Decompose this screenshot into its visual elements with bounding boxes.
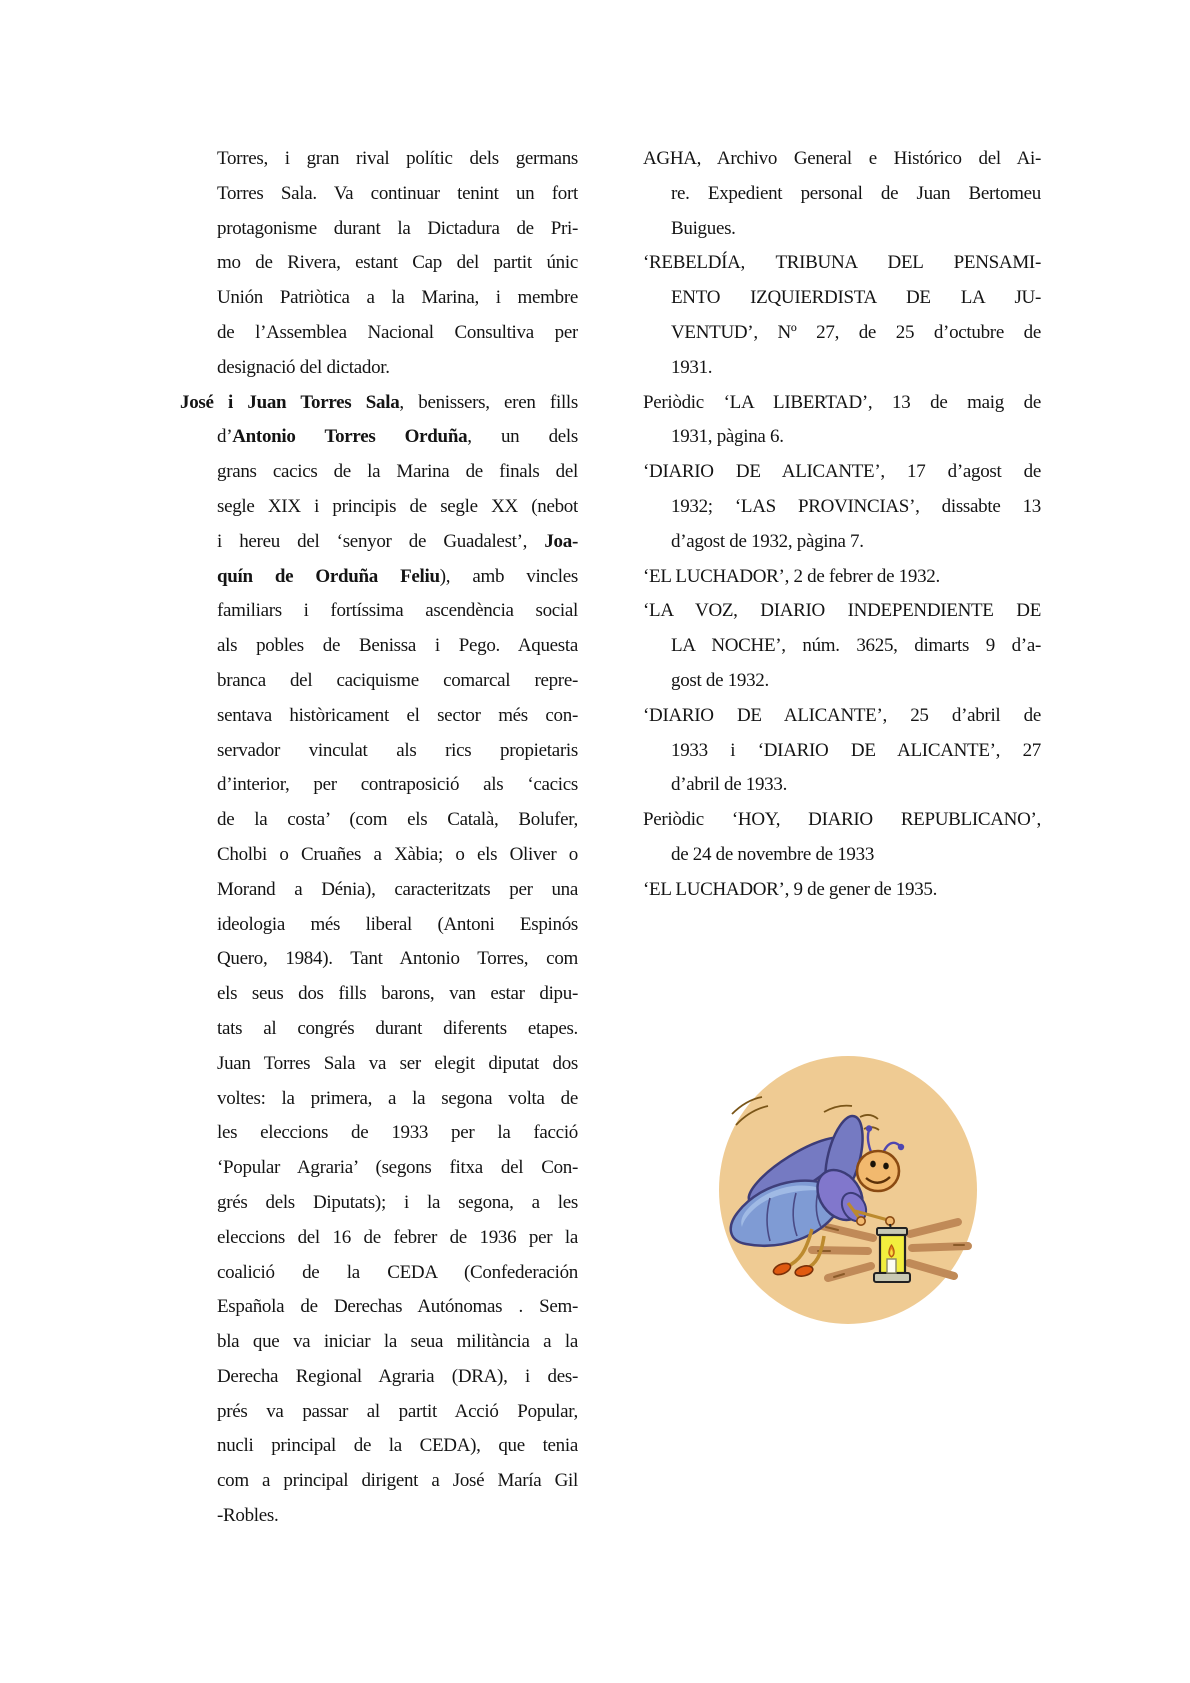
text-line: les eleccions de 1933 per la facció: [217, 1122, 578, 1144]
text-line: servador vinculat als rics propietaris: [217, 739, 578, 761]
text-line: voltes: la primera, a la segona volta de: [217, 1087, 578, 1109]
text-line: eleccions del 16 de febrer de 1936 per la: [217, 1226, 578, 1248]
bibliography-line: d’agost de 1932, pàgina 7.: [671, 530, 864, 552]
text-line: branca del caciquisme comarcal repre-: [217, 669, 578, 691]
text-line: nucli principal de la CEDA), que tenia: [217, 1435, 578, 1457]
bibliography-entry-agha: [643, 142, 1041, 246]
bibliography-line: Periòdic ‘LA LIBERTAD’, 13 de maig de: [643, 391, 1041, 413]
bibliography-line: ENTO IZQUIERDISTA DE LA JU-: [671, 287, 1041, 309]
text-line: ideologia més liberal (Antoni Espinós: [217, 913, 578, 935]
bibliography-line: AGHA, Archivo General e Histórico del Ai-: [643, 148, 1041, 169]
text-line: tats al congrés durant diferents etapes.: [217, 1017, 578, 1039]
text-line: Unión Patriòtica a la Marina, i membre: [217, 287, 578, 309]
text-line: segle XIX i principis de segle XX (nebot: [217, 495, 578, 517]
text-line: d’Antonio Torres Orduña, un dels: [217, 426, 578, 448]
text-line: protagonisme durant la Dictadura de Pri-: [217, 217, 578, 239]
eye-icon: [870, 1161, 876, 1168]
biography-paragraph-continuation: [180, 142, 578, 386]
text-line: -Robles.: [217, 1505, 279, 1527]
text-line: bla que va iniciar la seua militància a la: [217, 1331, 578, 1353]
left-text-column: [180, 142, 578, 1534]
bibliography-line: ‘EL LUCHADOR’, 9 de gener de 1935.: [643, 878, 938, 900]
text-line: mo de Rivera, estant Cap del partit únic: [217, 252, 578, 274]
bibliography-line: ‘REBELDÍA, TRIBUNA DEL PENSAMI-: [643, 252, 1041, 274]
bibliography-line: 1933 i ‘DIARIO DE ALICANTE’, 27: [671, 739, 1041, 761]
bibliography-line: 1931, pàgina 6.: [671, 426, 784, 448]
lantern-icon: [874, 1224, 910, 1282]
text-line: coalició de la CEDA (Confederación: [217, 1261, 578, 1283]
bibliography-entry-diario-alicante-1933: [643, 699, 1041, 803]
text-line: José i Juan Torres Sala, benissers, eren fills: [180, 391, 578, 413]
text-line: designació del dictador.: [217, 356, 390, 378]
bibliography-line: re. Expedient personal de Juan Bertomeu: [671, 182, 1041, 204]
eye-icon: [883, 1163, 889, 1170]
bibliography-line: LA NOCHE’, núm. 3625, dimarts 9 d’a-: [671, 635, 1041, 657]
bibliography-line: 1932; ‘LAS PROVINCIAS’, dissabte 13: [671, 495, 1041, 517]
biography-entry-torres-sala: [180, 386, 578, 1534]
text-line: els seus dos fills barons, van estar dipu-: [217, 983, 578, 1005]
text-line: Cholbi o Cruañes a Xàbia; o els Oliver o: [217, 843, 578, 865]
text-line: prés va passar al partit Acció Popular,: [217, 1400, 578, 1422]
bibliography-entry-la-voz: [643, 594, 1041, 698]
firefly-lantern-illustration: [718, 1055, 978, 1325]
bibliography-line: ‘DIARIO DE ALICANTE’, 25 d’abril de: [643, 704, 1041, 726]
text-line: sentava històricament el sector més con-: [217, 704, 578, 726]
text-line: quín de Orduña Feliu), amb vincles: [217, 565, 578, 587]
hand-icon: [886, 1217, 894, 1225]
bibliography-line: gost de 1932.: [671, 669, 769, 691]
candle-icon: [887, 1259, 896, 1273]
text-line: d’interior, per contraposició als ‘cacics: [217, 774, 578, 796]
text-line: de l’Assemblea Nacional Consultiva per: [217, 321, 578, 343]
bibliography-line: 1931.: [671, 356, 713, 378]
bibliography-line: ‘DIARIO DE ALICANTE’, 17 d’agost de: [643, 461, 1041, 483]
bibliography-line: VENTUD’, Nº 27, de 25 d’octubre de: [671, 321, 1041, 343]
bibliography-line: Periòdic ‘HOY, DIARIO REPUBLICANO’,: [643, 809, 1041, 831]
bibliography-line: ‘LA VOZ, DIARIO INDEPENDIENTE DE: [643, 600, 1041, 622]
text-line: Morand a Dénia), caracteritzats per una: [217, 878, 578, 900]
bibliography-line: d’abril de 1933.: [671, 774, 788, 796]
hand-icon: [857, 1217, 865, 1225]
text-line: Torres, i gran rival polític dels germans: [217, 148, 578, 169]
text-line: i hereu del ‘senyor de Guadalest’, Joa-: [217, 530, 578, 552]
text-line: als pobles de Benissa i Pego. Aquesta: [217, 635, 578, 657]
bibliography-line: de 24 de novembre de 1933: [671, 843, 875, 865]
text-line: Torres Sala. Va continuar tenint un fort: [217, 182, 578, 204]
bibliography-line: Buigues.: [671, 217, 736, 239]
text-line: ‘Popular Agraria’ (segons fitxa del Con-: [217, 1157, 578, 1179]
text-line: grans cacics de la Marina de finals del: [217, 461, 578, 483]
text-line: familiars i fortíssima ascendència social: [217, 600, 578, 622]
bibliography-entry-rebeldia: [643, 246, 1041, 385]
right-text-column: [643, 142, 1041, 908]
text-line: Juan Torres Sala va ser elegit diputat dos: [217, 1052, 578, 1074]
firefly-lantern-svg: [718, 1055, 978, 1325]
text-line: com a principal dirigent a José María Gil: [217, 1470, 578, 1492]
bibliography-entry-diario-alicante-1932: [643, 455, 1041, 559]
text-line: Española de Derechas Autónomas . Sem-: [217, 1296, 578, 1318]
text-line: de la costa’ (com els Català, Bolufer,: [217, 809, 578, 831]
bibliography-entry-hoy: [643, 803, 1041, 873]
bibliography-entry-el-luchador-1935: [643, 873, 1041, 908]
text-line: Derecha Regional Agraria (DRA), i des-: [217, 1365, 578, 1387]
bibliography-entry-la-libertad: [643, 386, 1041, 456]
text-line: grés dels Diputats); i la segona, a les: [217, 1191, 578, 1213]
bibliography-entry-el-luchador-1932: [643, 560, 1041, 595]
bibliography-line: ‘EL LUCHADOR’, 2 de febrer de 1932.: [643, 565, 940, 587]
text-line: Quero, 1984). Tant Antonio Torres, com: [217, 948, 578, 970]
